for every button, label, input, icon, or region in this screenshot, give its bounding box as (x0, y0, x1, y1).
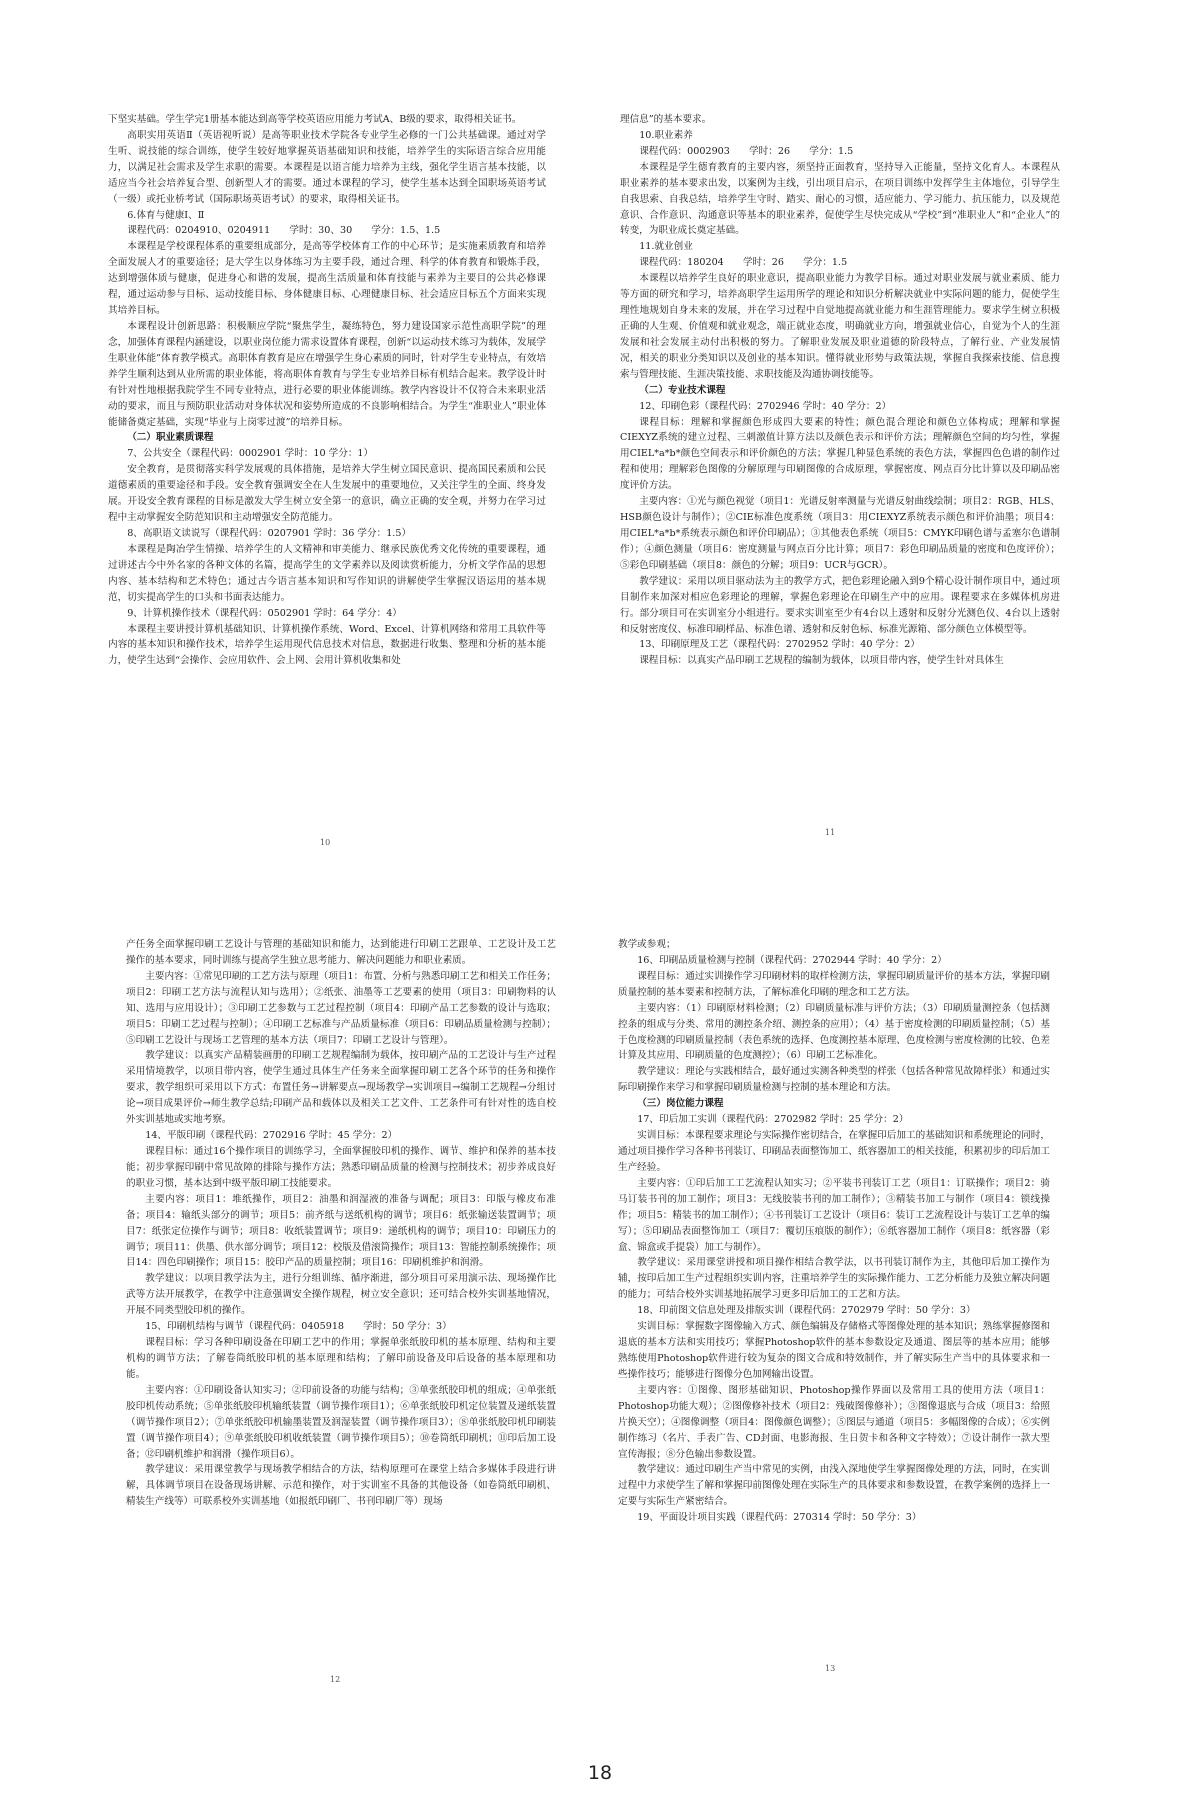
paragraph: 10.职业素养 (639, 129, 693, 141)
paragraph: 课程目标：通过16个操作项目的训练学习，全面掌握胶印机的操作、调节、维护和保养的基本技能；初步掌握印刷中常见故障的排除与操作方法；熟悉印刷品质量的检测与控制技术；初步养成良好的职业习惯，基本达到中级平版印刷工技能要求。 (126, 1145, 556, 1189)
paragraph: 教学建议：采用以项目驱动法为主的教学方式，把色彩理论融入到9个精心设计制作项目中，通过项目制作来加深对相应色彩理论的理解，掌握色彩理论在印刷生产中的应用。课程要求在多媒体机房进行。部分项目可在实训室分小组进行。要求实训室至少有4台以上透射和反射分光测色仪、4台以上透射和反射密度仪、标准印刷样品、标准色谱、透射和反射色标、标准光源箱、部分颜色立体模型等。 (620, 575, 1060, 635)
paragraph: 16、印刷品质量检测与控制（课程代码：2702944 学时：40 学分：2） (637, 954, 947, 966)
page-13-text (618, 937, 1050, 1657)
paragraph: 教学建议：以真实产品精装画册的印刷工艺规程编制为载体，按印刷产品的工艺设计与生产过程采用情境教学，以项目带内容，使学生通过具体生产任务来全面掌握印刷工艺各个环节的任务和操作要求，教学组织可采用以下方式：布置任务→讲解要点→现场教学→实训项目→编制工艺规程→分组讨论→项目成果评价→师生教学总结;印刷产品和载体以及相关工艺文件、工艺条件可有针对性的选自校外实训基地或实地考察。 (126, 1050, 556, 1126)
document-page-number: 18 (587, 1762, 613, 1784)
page-10-text (108, 112, 546, 822)
paragraph: 17、印后加工实训（课程代码：2702982 学时：25 学分：2） (637, 1114, 909, 1126)
paragraph: 课程目标：通过实训操作学习印刷材料的取样检测方法，掌握印刷质量评价的基本方法，掌握印刷质量控制的基本要素和控制方法，了解标准化印刷的理念和工艺方法。 (618, 970, 1050, 998)
paragraph: 实训目标：本课程要求理论与实际操作密切结合，在掌握印后加工的基础知识和系统理论的同时，通过项目操作学习各种书刊装订、印刷品表面整饰加工、纸容器加工的相关技能，积累初步的印后加工生产经验。 (618, 1130, 1050, 1173)
paragraph: 本课程主要讲授计算机基础知识、计算机操作系统、Word、Excel、计算机网络和常用工具软件等内容的基本知识和操作技术，培养学生运用现代信息技术对信息，数据进行收集、整理和分析的基本能力，使学生达到“会操作、会应用软件、会上网、会用计算机收集和处 (108, 623, 546, 667)
paragraph: 主要内容：①印后加工工艺流程认知实习；②平装书刊装订工艺（项目1：订联操作；项目2：骑马订装书刊的加工制作；项目3：无线胶装书刊的加工制作）；③精装书加工与制作（项目4：锁线操作；项目5：精装书的加工制作）；④书刊装订工艺设计（项目6：装订工艺流程设计与装订工艺单的编写）；⑤印刷品表面整饰加工（项目7：覆切压痕版的制作）；⑥纸容器加工制作（项目8：纸容器（彩盒、锦盒或手提袋）加工与制作）。 (618, 1177, 1050, 1253)
paragraph: 15、印刷机结构与调节（课程代码：0405918 学时：50 学分：3） (145, 1321, 452, 1333)
page-12-text (126, 937, 556, 1657)
paragraph: 教学建议：采用课堂讲授和项目操作相结合教学法，以书刊装订制作为主，其他印后加工操作为辅，按印后加工生产过程组织实训内容，注重培养学生的实际操作能力、工艺分析能力及独立解决问题的能力；可结合校外实训基地拓展学习更多印后加工的工艺和方法。 (618, 1257, 1050, 1301)
paragraph: 课程目标：学习各种印刷设备在印刷工艺中的作用；掌握单张纸胶印机的基本原理、结构和主要机构的调节方法；了解卷筒纸胶印机的基本原理和结构；了解印前设备及印后设备的基本原理和功能。 (126, 1337, 556, 1380)
paragraph: 教学或参观； (618, 939, 676, 950)
paragraph: 本课程以培养学生良好的职业意识，提高职业能力为教学目标。通过对职业发展与就业素质、能力等方面的研究和学习，培养高职学生运用所学的理论和知识分析解决就业中实际问题的能力，促使学生理性地规划自身未来的发展，并在学习过程中自觉地提高就业能力和生涯管理能力。要求学生树立积极正确的人生观、价值观和就业观念，端正就业态度，明确就业方向，增强就业信心，自觉为个人的生涯发展和社会发展主动付出积极的努力。了解职业发展及职业道德的阶段特点，了解行业、产业发展情况，相关的职业分类知识以及创业的基本知识。懂得就业形势与政策法规，掌握自我探索技能、信息搜索与管理技能、生涯决策技能、求职技能及沟通协调技能等。 (620, 273, 1060, 380)
paragraph: 6.体育与健康Ⅰ、Ⅱ (127, 209, 205, 221)
paragraph: 实训目标：掌握数字图像输入方式、颜色编辑及存储格式等图像处理的基本知识；熟练掌握修图和退底的基本方法和实用技巧；掌握Photoshop软件的基本参数设定及通道、图层等的基本应用；能够熟练使用Photoshop软件进行较为复杂的图文合成和特效制作，并了解实际生产当中的具体要求和一些操作技巧；能够进行图像分色加网输出设置。 (618, 1321, 1050, 1380)
paragraph: 教学建议：理论与实践相结合，最好通过实测各种类型的样张（包括各种常见故障样张）和通过实际印刷操作来学习和掌握印刷质量检测与控制的基本理论和方法。 (618, 1066, 1050, 1094)
section-heading: （二）职业素质课程 (127, 432, 214, 444)
paragraph: 下坚实基础。学生学完1册基本能达到高等学校英语应用能力考试A、B级的要求，取得相关证书。 (108, 114, 522, 125)
paragraph: 课程目标：理解和掌握颜色形成四大要素的特性；颜色混合理论和颜色立体构成；理解和掌握CIEXYZ系统的建立过程、三刺激值计算方法以及颜色表示和评价方法；理解颜色空间的均匀性，掌握用CIEL*a*b*颜色空间表示和评价颜色的方法；掌握几种显色系统的表色方法，掌握四色色谱的制作过程和使用；理解彩色图像的分解原理与印刷图像的合成原理，掌握密度、网点百分比计算以及印刷品密度评价方法。 (620, 416, 1060, 492)
paragraph: 13、印刷原理及工艺（课程代码：2702952 学时：40 学分：2） (639, 639, 921, 651)
paragraph: 7、公共安全（课程代码：0002901 学时：10 学分：1） (127, 448, 374, 460)
page-number-13: 13 (825, 1664, 836, 1673)
paragraph: 课程代码：0204910、0204911 学时：30、30 学分：1.5、1.5 (127, 225, 441, 237)
paragraph: 教学建议：采用课堂教学与现场教学相结合的方法，结构原理可在课堂上结合多媒体手段进行讲解，具体调节项目在设备现场讲解、示范和操作，对于实训室不具备的其他设备（如卷筒纸印刷机、精装生产线等）可联系校外实训基地（如报纸印刷厂、书刊印刷厂等）现场 (126, 1464, 556, 1508)
page-number-10: 10 (320, 838, 331, 847)
page-number-12: 12 (330, 1675, 341, 1684)
paragraph: 主要内容：①常见印刷的工艺方法与原理（项目1：布置、分析与熟悉印刷工艺和相关工作任务；项目2：印刷工艺方法与流程认知与选用）；②纸张、油墨等工艺要素的使用（项目3：印刷物料的认知、选用与应用设计）；③印刷工艺参数与工艺过程控制（项目4：印刷产品工艺参数的设计与选取；项目5：印刷工艺过程与控制）；④印刷工艺标准与产品质量标准（项目6：印刷品质量检测与控制）；⑤印刷工艺设计与现场工艺管理的基本方法（项目7：印刷工艺设计与管理）。 (126, 970, 556, 1046)
section-heading: （二）专业技术课程 (639, 384, 726, 396)
paragraph: 14、平版印刷（课程代码：2702916 学时：45 学分：2） (145, 1130, 398, 1142)
paragraph: 教学建议：通过印刷生产当中常见的实例，由浅入深地使学生掌握图像处理的方法，同时，在实训过程中力求使学生了解和掌握印前图像处理在实际生产的具体要求和参数设置，在教学案例的选择上一定要与实际生产紧密结合。 (618, 1464, 1050, 1508)
paragraph: 教学建议：以项目教学法为主，进行分组训练、循序渐进，部分项目可采用演示法、现场操作比武等方法开展教学，在教学中注意强调安全操作规程，树立安全意识；还可结合校外实训基地情况，开展不同类型胶印机的操作。 (126, 1273, 556, 1317)
section-heading: （三）岗位能力课程 (637, 1098, 724, 1110)
paragraph: 主要内容：①光与颜色视觉（项目1：光谱反射率测量与光谱反射曲线绘制；项目2：RGB、HLS、HSB颜色设计与制作）；②CIE标准色度系统（项目3：用CIEXYZ系统表示颜色和评价油墨；项目4：用CIEL*a*b*系统表示颜色和评价印刷品）；③其他表色系统（项目5：CMYK印刷色谱与孟塞尔色谱制作）；④颜色测量（项目6：密度测量与网点百分比计算；项目7：彩色印刷品质量的密度和色度评价）；⑤彩色印刷基础（项目8：颜色的分解；项目9：UCR与GCR）。 (620, 496, 1060, 571)
paragraph: 8、高职语文读说写（课程代码：0207901 学时：36 学分：1.5） (127, 527, 412, 539)
page-11-text (620, 112, 1060, 822)
paragraph: 安全教育，是贯彻落实科学发展观的具体措施，是培养大学生树立国民意识、提高国民素质和公民道德素质的重要途径和手段。安全教育强调安全在人生发展中的重要地位，又关注学生的全面、终身发展。开设安全教育课程的目标是激发大学生树立安全第一的意识，确立正确的安全观，并努力在学习过程中主动掌握安全防范知识和主动增强安全防范能力。 (108, 464, 546, 524)
paragraph: 课程目标：以真实产品印刷工艺规程的编制为载体，以项目带内容，使学生针对具体生 (639, 655, 1004, 667)
page-number-11: 11 (825, 828, 836, 837)
paragraph: 高职实用英语Ⅱ（英语视听说）是高等职业技术学院各专业学生必修的一门公共基础课。通过对学生听、说技能的综合训练，使学生较好地掌握英语基础知识和技能，培养学生的实际语言综合应用能力，以满足社会需求及学生求职的需要。本课程是以语言能力培养为主线，强化学生语言基本技能，以适应当今社会培养复合型、创新型人才的需要。通过本课程的学习，使学生基本达到全国职场英语考试（一级）或托业桥考试（国际职场英语考试）的要求，取得相关证书。 (108, 129, 546, 205)
paragraph: 本课程是学生德育教育的主要内容，须坚持正面教育，坚持导入正能量，坚持文化育人。本课程从职业素养的基本要求出发，以案例为主线，引出项目启示，在项目训练中发挥学生主体地位，引导学生自我思索、自我总结，培养学生守时、踏实、耐心的习惯，适应能力、学习能力、抗压能力，以及规范意识、合作意识、沟通意识等基本的职业素养，促使学生尽快完成从“学校”到“准职业人”和“企业人”的转变，为职业成长奠定基础。 (620, 161, 1060, 237)
paragraph: 主要内容：（1）印刷原材料检测；（2）印刷质量标准与评价方法；（3）印刷质量测控条（包括测控条的组成与分类、常用的测控条介绍、测控条的应用）；（4）基于密度检测的印刷质量控制；（5）基于色度检测的印刷质量控制（表色系统的选择、色度测控基本原理、色度检测与密度检测的比较、色差计算及其应用、印刷质量的色度测控）；（6）印刷工艺标准化。 (618, 1002, 1050, 1062)
paragraph: 11.就业创业 (639, 241, 693, 253)
paragraph: 主要内容：①印刷设备认知实习；②印前设备的功能与结构；③单张纸胶印机的组成；④单张纸胶印机传动系统；⑤单张纸胶印机输纸装置（调节操作项目1）；⑥单张纸胶印机定位装置及递纸装置（调节操作项目2）；⑦单张纸胶印机输墨装置及润湿装置（调节操作项目3）；⑧单张纸胶印机印刷装置（调节操作项目4）；⑨单张纸胶印机收纸装置（调节操作项目5）；⑩卷筒纸印刷机；⑪印后加工设备；⑫印刷机维护和润滑（操作项目6）。 (126, 1384, 556, 1460)
paragraph: 课程代码：180204 学时：26 学分：1.5 (639, 257, 848, 269)
paragraph: 19、平面设计项目实践（课程代码：270314 学时：50 学分：3） (637, 1512, 922, 1524)
paragraph: 本课程是陶冶学生情操、培养学生的人文精神和审美能力、继承民族优秀文化传统的重要课程，通过讲述古今中外名家的各种文体的名篇，提高学生的文学素养以及阅读赏析能力，分析文学作品的思想内容、基本结构和艺术特色；通过古今语言基本知识和写作知识的讲解使学生掌握汉语运用的基本规范，切实提高学生的口头和书面表达能力。 (108, 543, 546, 603)
paragraph: 9、计算机操作技术（课程代码：0502901 学时：64 学分：4） (127, 607, 402, 619)
paragraph: 主要内容：项目1：堆纸操作，项目2：油墨和润湿液的准备与调配；项目3：印版与橡皮布准备；项目4：输纸头部分的调节；项目5：前齐纸与送纸机构的调节；项目6：纸张输送装置调节；项目7：纸张定位操作与调节；项目8：收纸装置调节；项目9：递纸机构的调节；项目10：印刷压力的调节；项目11：供墨、供水部分调节；项目12：校版及借滚筒操作；项目13：智能控制系统操作；项目14：四色印刷操作；项目15：胶印产品的质量控制；项目16：印刷机维护和润滑。 (126, 1193, 556, 1269)
paragraph: 产任务全面掌握印刷工艺设计与管理的基础知识和能力，达到能进行印刷工艺跟单、工艺设计及工艺操作的基本要求，同时训练与提高学生独立思考能力、解决问题能力和职业素质。 (126, 939, 556, 966)
paragraph: 理信息”的基本要求。 (620, 114, 712, 125)
paragraph: 12、印刷色彩（课程代码：2702946 学时：40 学分：2） (639, 400, 892, 412)
paragraph: 课程代码：0002903 学时：26 学分：1.5 (639, 145, 854, 157)
paragraph: 本课程是学校课程体系的重要组成部分，是高等学校体育工作的中心环节；是实施素质教育和培养全面发展人才的重要途径；是大学生以身体练习为主要手段，通过合理、科学的体育教育和锻炼手段，达到增强体质与健康，促进身心和谐的发展，提高生活质量和体育技能与素养为主要目的公共必修课程，通过运动参与目标、运动技能目标、身体健康目标、心理健康目标、社会适应目标五个方面来实现其培养目标。 (108, 241, 546, 317)
paragraph: 主要内容：①图像、图形基础知识、Photoshop操作界面以及常用工具的使用方法（项目1：Photoshop功能大观）；②图像修补技术（项目2：残破图像修补）；③图像退底与合成（项目3：给照片换天空）；④图像调整（项目4：图像颜色调整）；⑤图层与通道（项目5：多幅图像的合成）；⑥实例制作练习（名片、手表广告、CD封面、电影海报、生日贺卡和各种文字特效）；⑦设计制作一款大型宣传海报；⑧分色输出参数设置。 (618, 1384, 1050, 1460)
paragraph: 18、印前图文信息处理及排版实训（课程代码：2702979 学时：50 学分：3） (637, 1305, 976, 1317)
paragraph: 本课程设计创新思路：积极顺应学院“聚焦学生，凝练特色，努力建设国家示范性高职学院”的理念，加强体育课程内涵建设，以职业岗位能力需求设置体育课程，创新“以运动技术练习为载体，发展学生职业体能”体育教学模式。高职体育教育是应在增强学生身心素质的同时，针对学生专业特点，有效培养学生顺利达到从业所需的职业体能，将高职体育教育与学生专业培养目标有机结合起来。教学设计时有针对性地根据我院学生不同专业特点，进行必要的职业体能训练。教学内容设计不仅符合未来职业活动的要求，而且与预防职业活动对身体状况和姿势所造成的不良影响相结合。为学生“准职业人”职业体能储备奠定基础，实现“毕业与上岗零过渡”的培养目标。 (108, 320, 546, 428)
